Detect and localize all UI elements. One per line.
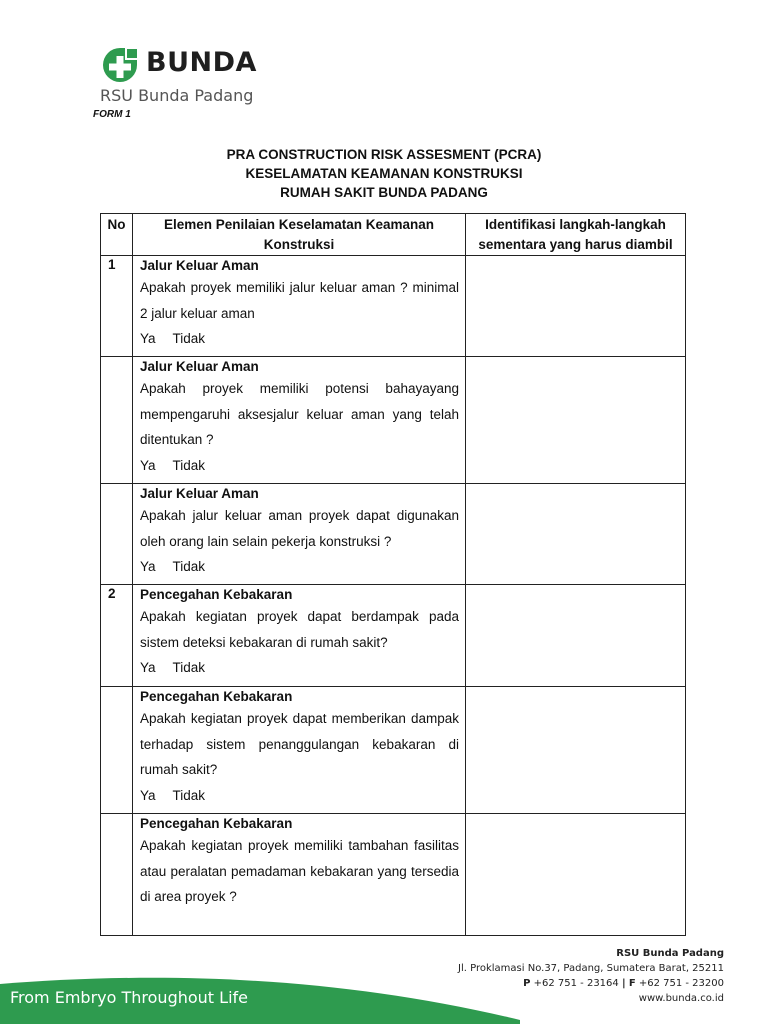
table-row (101, 585, 686, 687)
phone-label: P (523, 978, 531, 989)
steps-cell (466, 484, 686, 585)
row-number (101, 357, 133, 484)
element-cell (133, 357, 466, 484)
element-title: Pencegahan Kebakaran (140, 689, 293, 704)
element-title: Pencegahan Kebakaran (140, 587, 293, 602)
footer-hospital-name: RSU Bunda Padang (616, 948, 724, 959)
element-question: Apakah kegiatan proyek dapat memberikan dampak terhadap sistem penanggulangan kebakaran di rumah sakit? (140, 711, 459, 778)
element-cell (133, 585, 466, 687)
logo-name: BUNDA (146, 47, 257, 78)
table-row (101, 484, 686, 585)
hospital-logo (100, 44, 280, 110)
fax-label: F (628, 978, 636, 989)
answer-options (140, 453, 459, 479)
option-yes: Ya (140, 660, 156, 676)
element-cell (133, 814, 466, 936)
steps-cell (466, 687, 686, 814)
element-cell (133, 256, 466, 357)
element-title: Jalur Keluar Aman (140, 359, 259, 374)
document-title (0, 145, 768, 202)
steps-cell (466, 585, 686, 687)
form-label: FORM 1 (93, 109, 131, 120)
option-yes: Ya (140, 331, 156, 347)
element-cell (133, 484, 466, 585)
table-row (101, 256, 686, 357)
header-steps: Identifikasi langkah-langkah sementara yang harus diambil (466, 214, 686, 256)
element-question: Apakah kegiatan proyek dapat berdampak pada sistem deteksi kebakaran di rumah sakit? (140, 609, 459, 650)
option-no: Tidak (172, 559, 206, 575)
option-no: Tidak (172, 787, 206, 803)
table-row (101, 687, 686, 814)
table-row (101, 814, 686, 936)
element-question: Apakah kegiatan proyek memiliki tambahan fasilitas atau peralatan pemadaman kebakaran yang tersedia di area proyek ? (140, 838, 459, 905)
answer-options (140, 655, 459, 681)
option-no: Tidak (172, 660, 206, 676)
answer-options (140, 554, 459, 580)
separator: | (621, 978, 626, 989)
footer-address: Jl. Proklamasi No.37, Padang, Sumatera Barat, 25211 (458, 963, 724, 974)
element-question: Apakah proyek memiliki jalur keluar aman ? minimal 2 jalur keluar aman (140, 280, 459, 321)
risk-assessment-table (100, 213, 686, 936)
row-number (101, 484, 133, 585)
header-element: Elemen Penilaian Keselamatan Keamanan Konstruksi (133, 214, 466, 256)
option-yes: Ya (140, 787, 156, 803)
steps-cell (466, 814, 686, 936)
steps-cell (466, 256, 686, 357)
title-line: PRA CONSTRUCTION RISK ASSESMENT (PCRA) (226, 147, 542, 162)
row-number: 2 (101, 585, 133, 687)
row-number (101, 687, 133, 814)
answer-options (140, 326, 459, 352)
title-line: RUMAH SAKIT BUNDA PADANG (280, 185, 488, 200)
element-title: Pencegahan Kebakaran (140, 816, 293, 831)
phone-number: +62 751 - 23164 (533, 978, 619, 989)
element-question: Apakah proyek memiliki potensi bahayayang mempengaruhi aksesjalur keluar aman yang telah ditentukan ? (140, 381, 459, 448)
option-no: Tidak (172, 457, 206, 473)
logo-subtitle: RSU Bunda Padang (100, 86, 254, 105)
element-title: Jalur Keluar Aman (140, 258, 259, 273)
row-number: 1 (101, 256, 133, 357)
option-yes: Ya (140, 457, 156, 473)
footer-website: www.bunda.co.id (638, 993, 724, 1004)
element-question: Apakah jalur keluar aman proyek dapat digunakan oleh orang lain selain pekerja konstruksi ? (140, 508, 459, 549)
steps-cell (466, 357, 686, 484)
row-number (101, 814, 133, 936)
element-cell (133, 687, 466, 814)
answer-options (140, 783, 459, 809)
footer-tagline: From Embryo Throughout Life (10, 988, 248, 1007)
header-no: No (101, 214, 133, 256)
table-row (101, 357, 686, 484)
table-header-row (101, 214, 686, 256)
title-line: KESELAMATAN KEAMANAN KONSTRUKSI (245, 166, 523, 181)
element-title: Jalur Keluar Aman (140, 486, 259, 501)
answer-options (140, 910, 459, 936)
fax-number: +62 751 - 23200 (638, 978, 724, 989)
option-yes: Ya (140, 559, 156, 575)
option-no: Tidak (172, 331, 206, 347)
medical-cross-icon (100, 46, 140, 82)
